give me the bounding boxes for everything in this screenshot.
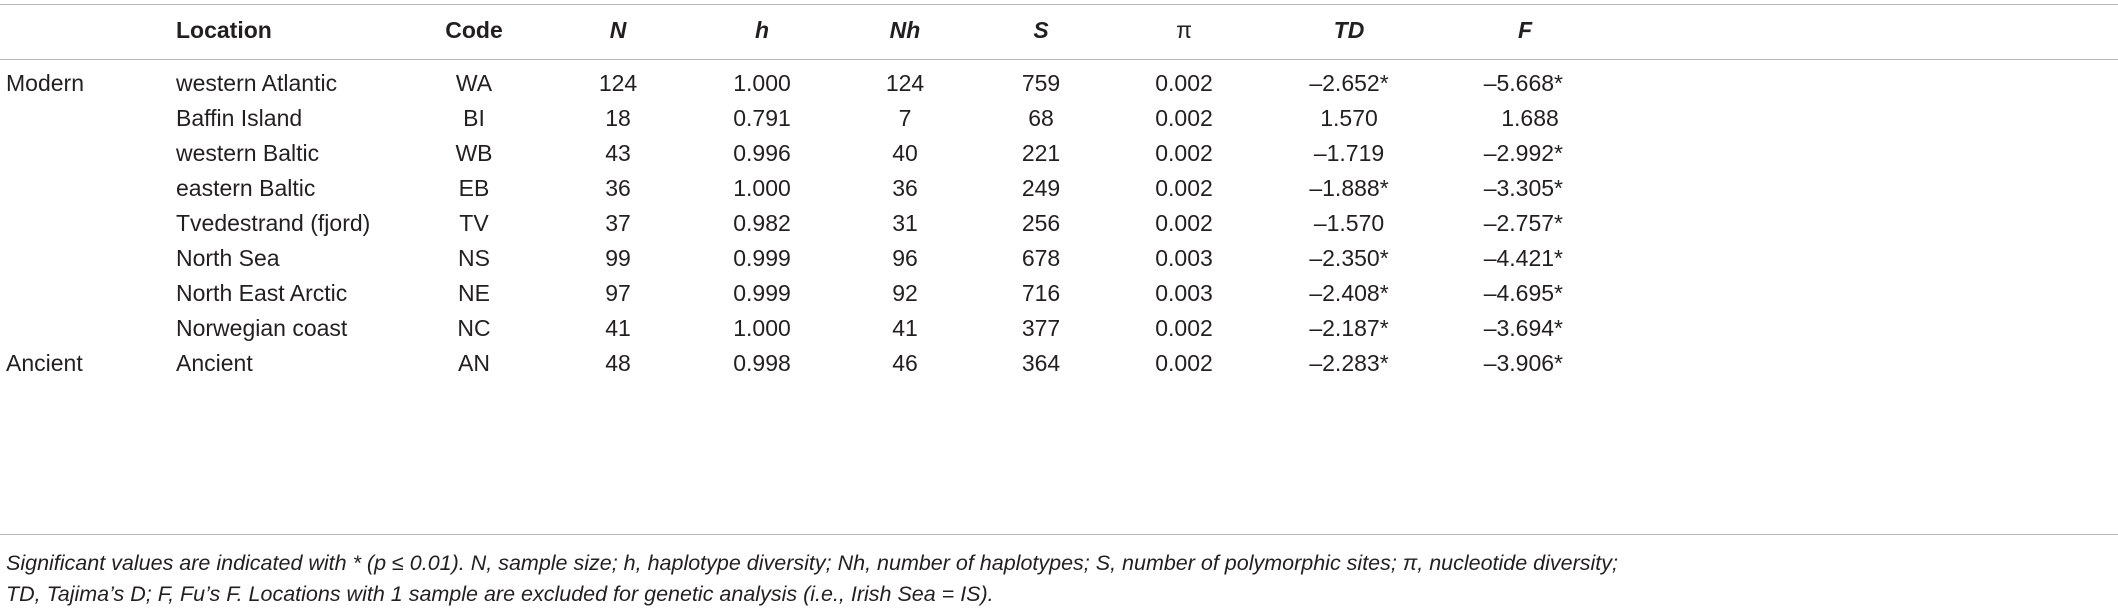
cell-s: 759	[1021, 70, 1061, 96]
table-row	[0, 139, 2118, 167]
cell-s: 221	[1021, 140, 1061, 166]
header-h: h	[754, 17, 770, 43]
cell-pi: 0.002	[1155, 350, 1213, 376]
cell-h: 0.791	[733, 105, 791, 131]
group-label-modern: Modern	[6, 70, 84, 96]
cell-n: 48	[605, 350, 631, 376]
cell-s: 377	[1021, 315, 1061, 341]
header-td: TD	[1333, 17, 1365, 43]
cell-pi: 0.002	[1155, 210, 1213, 236]
cell-nh: 46	[892, 350, 918, 376]
cell-code: BI	[463, 105, 485, 131]
table-footnote	[6, 548, 2106, 610]
cell-code: WB	[455, 140, 493, 166]
cell-pi: 0.002	[1155, 315, 1213, 341]
table-row	[0, 314, 2118, 342]
header-location: Location	[176, 17, 272, 43]
cell-s: 716	[1021, 280, 1061, 306]
cell-f: –4.421*	[1483, 245, 1563, 271]
cell-location: eastern Baltic	[176, 175, 316, 201]
cell-code: AN	[458, 350, 490, 376]
cell-location: Ancient	[176, 350, 253, 376]
cell-h: 0.999	[733, 280, 791, 306]
cell-n: 41	[605, 315, 631, 341]
cell-nh: 96	[892, 245, 918, 271]
cell-pi: 0.003	[1155, 280, 1213, 306]
cell-pi: 0.003	[1155, 245, 1213, 271]
cell-f: 1.688	[1501, 105, 1559, 131]
table-bottom-rule	[0, 534, 2118, 535]
cell-s: 249	[1021, 175, 1061, 201]
group-label-ancient: Ancient	[6, 350, 83, 376]
cell-n: 18	[605, 105, 631, 131]
cell-n: 124	[598, 70, 638, 96]
table-header-rule	[0, 59, 2118, 60]
cell-s: 256	[1021, 210, 1061, 236]
cell-pi: 0.002	[1155, 175, 1213, 201]
cell-nh: 36	[892, 175, 918, 201]
cell-td: –2.283*	[1309, 350, 1389, 376]
cell-f: –3.906*	[1483, 350, 1563, 376]
cell-td: –2.350*	[1309, 245, 1389, 271]
cell-n: 97	[605, 280, 631, 306]
cell-f: –2.992*	[1483, 140, 1563, 166]
header-code: Code	[445, 17, 503, 43]
cell-code: WA	[455, 70, 493, 96]
cell-code: TV	[459, 210, 489, 236]
cell-location: North Sea	[176, 245, 280, 271]
table-row	[0, 174, 2118, 202]
cell-td: –1.888*	[1309, 175, 1389, 201]
cell-h: 0.999	[733, 245, 791, 271]
cell-nh: 31	[892, 210, 918, 236]
cell-location: western Atlantic	[176, 70, 338, 96]
cell-f: –5.668*	[1483, 70, 1563, 96]
footnote-line-1: Significant values are indicated with * (p ≤ 0.01). N, sample size; h, haplotype diversity; Nh, number of haplotypes; S, number of polymorphic sites; π, nucleotide diversity;	[6, 551, 1619, 575]
cell-nh: 41	[892, 315, 918, 341]
cell-f: –2.757*	[1483, 210, 1563, 236]
cell-f: –3.305*	[1483, 175, 1563, 201]
cell-h: 1.000	[733, 315, 791, 341]
table-row	[0, 104, 2118, 132]
table-row	[0, 244, 2118, 272]
cell-n: 99	[605, 245, 631, 271]
table-row	[0, 279, 2118, 307]
cell-h: 0.982	[733, 210, 791, 236]
cell-nh: 40	[892, 140, 918, 166]
table-row	[0, 209, 2118, 237]
cell-s: 678	[1021, 245, 1061, 271]
cell-f: –3.694*	[1483, 315, 1563, 341]
cell-h: 1.000	[733, 70, 791, 96]
header-f: F	[1517, 17, 1532, 43]
cell-code: NC	[457, 315, 491, 341]
cell-location: western Baltic	[176, 140, 320, 166]
cell-td: –2.408*	[1309, 280, 1389, 306]
cell-pi: 0.002	[1155, 105, 1213, 131]
header-n: N	[609, 17, 627, 43]
cell-td: –2.652*	[1309, 70, 1389, 96]
table-row	[0, 349, 2118, 377]
cell-td: –1.719	[1313, 140, 1385, 166]
cell-s: 364	[1021, 350, 1061, 376]
cell-h: 0.996	[733, 140, 791, 166]
cell-pi: 0.002	[1155, 70, 1213, 96]
cell-nh: 7	[898, 105, 912, 131]
cell-code: NE	[458, 280, 490, 306]
table-top-rule	[0, 4, 2118, 5]
cell-td: –2.187*	[1309, 315, 1389, 341]
cell-n: 43	[605, 140, 631, 166]
cell-h: 0.998	[733, 350, 791, 376]
cell-n: 37	[605, 210, 631, 236]
cell-pi: 0.002	[1155, 140, 1213, 166]
cell-location: Tvedestrand (fjord)	[176, 210, 371, 236]
cell-code: EB	[458, 175, 490, 201]
cell-nh: 124	[885, 70, 925, 96]
cell-n: 36	[605, 175, 631, 201]
cell-f: –4.695*	[1483, 280, 1563, 306]
cell-h: 1.000	[733, 175, 791, 201]
cell-location: Norwegian coast	[176, 315, 348, 341]
cell-code: NS	[458, 245, 490, 271]
footnote-line-2: TD, Tajima’s D; F, Fu’s F. Locations with 1 sample are excluded for genetic analysis (i.e., Irish Sea = IS).	[6, 582, 994, 606]
cell-td: 1.570	[1320, 105, 1378, 131]
cell-s: 68	[1028, 105, 1054, 131]
header-nh: Nh	[889, 17, 921, 43]
cell-nh: 92	[892, 280, 918, 306]
cell-location: Baffin Island	[176, 105, 303, 131]
header-pi: π	[1176, 17, 1192, 43]
cell-td: –1.570	[1313, 210, 1385, 236]
header-s: S	[1033, 17, 1049, 43]
cell-location: North East Arctic	[176, 280, 348, 306]
table-row	[0, 69, 2118, 97]
